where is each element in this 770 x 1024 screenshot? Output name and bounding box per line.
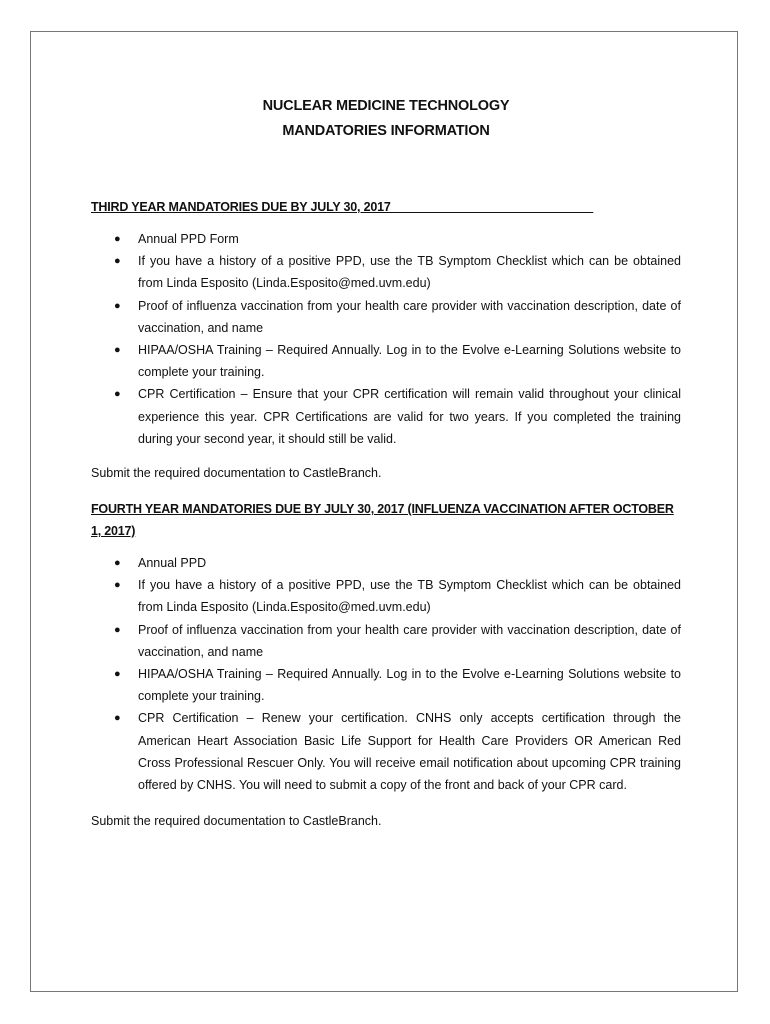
third-year-list: [91, 228, 681, 450]
bullet-icon: ●: [114, 299, 121, 312]
list-item: [91, 552, 681, 574]
list-item-text: Proof of influenza vaccination from your health care provider with vaccination description, date of vaccination, and name: [138, 298, 681, 335]
bullet-icon: ●: [114, 255, 121, 268]
list-item: [91, 707, 681, 796]
list-item: [91, 250, 681, 294]
third-year-heading: THIRD YEAR MANDATORIES DUE BY JULY 30, 2017______________________________: [91, 200, 594, 214]
bullet-icon: ●: [114, 388, 121, 401]
list-item: [91, 663, 681, 707]
list-item: [91, 574, 681, 618]
bullet-icon: ●: [114, 557, 121, 570]
list-item-text: CPR Certification – Renew your certification. CNHS only accepts certification through the American Heart Association Basic Life Support for Health Care Providers OR American Red Cross Professional Rescuer Only. You will receive email notification about upcoming CPR training offered by CNHS. You will need to submit a copy of the front and back of your CPR card.: [138, 711, 681, 793]
third-year-submit-note: Submit the required documentation to CastleBranch.: [91, 466, 382, 481]
list-item-text: Proof of influenza vaccination from your health care provider with vaccination description, date of vaccination, and name: [138, 622, 681, 659]
list-item-text: Annual PPD Form: [138, 232, 239, 246]
document-content: [91, 94, 681, 832]
document-page: [30, 31, 738, 992]
list-item: [91, 383, 681, 450]
bullet-icon: ●: [114, 579, 121, 592]
bullet-icon: ●: [114, 623, 121, 636]
fourth-year-list: [91, 552, 681, 796]
list-item: [91, 228, 681, 250]
bullet-icon: ●: [114, 233, 121, 245]
list-item-text: CPR Certification – Ensure that your CPR certification will remain valid throughout your clinical experience this year. CPR Certifications are valid for two years. If you completed the training during your second year, it should still be valid.: [138, 387, 681, 446]
list-item-text: HIPAA/OSHA Training – Required Annually. Log in to the Evolve e-Learning Solutions website to complete your training.: [138, 343, 681, 380]
list-item-text: If you have a history of a positive PPD, use the TB Symptom Checklist which can be obtained from Linda Esposito (Linda.Esposito@med.uvm.edu): [138, 578, 681, 615]
list-item: [91, 295, 681, 339]
fourth-year-heading: FOURTH YEAR MANDATORIES DUE BY JULY 30, 2017 (INFLUENZA VACCINATION AFTER OCTOBER 1, 2017): [91, 502, 674, 539]
list-item: [91, 339, 681, 383]
bullet-icon: ●: [114, 712, 121, 725]
fourth-year-submit-note: Submit the required documentation to CastleBranch.: [91, 814, 382, 829]
title-line-2: MANDATORIES INFORMATION: [282, 123, 490, 139]
list-item: [91, 619, 681, 663]
list-item-text: Annual PPD: [138, 556, 207, 571]
bullet-icon: ●: [114, 344, 121, 357]
bullet-icon: ●: [114, 668, 121, 681]
list-item-text: HIPAA/OSHA Training – Required Annually. Log in to the Evolve e-Learning Solutions website to complete your training.: [138, 667, 681, 704]
list-item-text: If you have a history of a positive PPD, use the TB Symptom Checklist which can be obtained from Linda Esposito (Linda.Esposito@med.uvm.edu): [138, 254, 681, 291]
title-line-1: NUCLEAR MEDICINE TECHNOLOGY: [262, 98, 510, 114]
document-title: [91, 94, 681, 144]
